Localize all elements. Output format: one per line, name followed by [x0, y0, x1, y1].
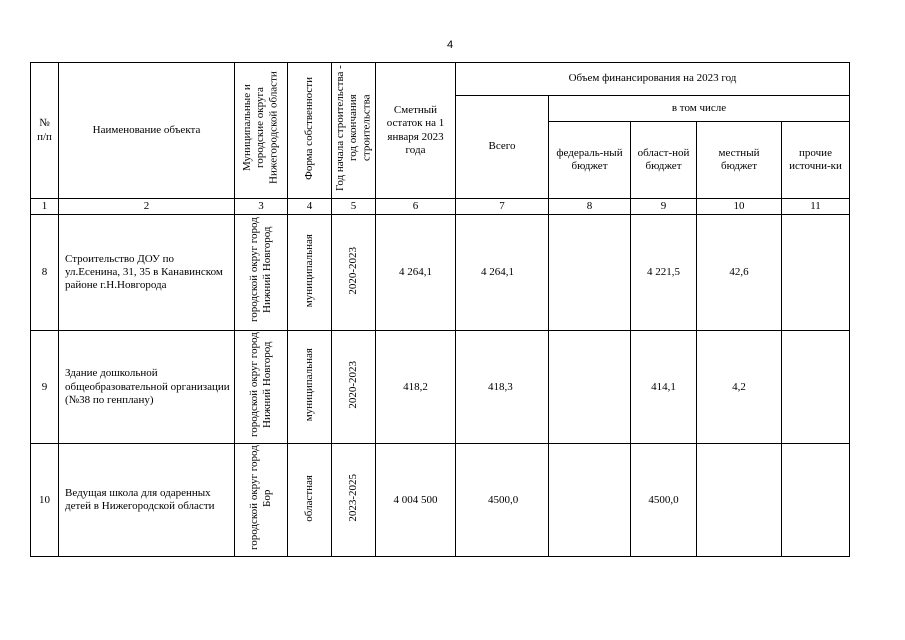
row-regional: 4 221,5 [631, 215, 697, 331]
row-ownership: муниципальная [288, 331, 332, 444]
row-local: 4,2 [697, 331, 782, 444]
row-balance: 4 004 500 [376, 444, 456, 557]
row-municipality: городской округ город Нижний Новгород [235, 215, 288, 331]
header-other: прочие источни-ки [782, 122, 850, 199]
row-years: 2020-2023 [332, 331, 376, 444]
header-federal: федераль-ный бюджет [549, 122, 631, 199]
column-number: 9 [631, 199, 697, 215]
row-total: 4500,0 [456, 444, 549, 557]
row-balance: 418,2 [376, 331, 456, 444]
row-regional: 4500,0 [631, 444, 697, 557]
row-other [782, 331, 850, 444]
header-regional: област-ной бюджет [631, 122, 697, 199]
financing-table [30, 62, 850, 557]
row-name: Здание дошкольной общеобразовательной организации (№38 по генплану) [59, 331, 235, 444]
column-number: 10 [697, 199, 782, 215]
header-ownership: Форма собственности [288, 63, 332, 199]
header-years: Год начала строительства - год окончания строительства [332, 63, 376, 199]
table-row [31, 444, 850, 557]
row-local: 42,6 [697, 215, 782, 331]
table-row [31, 215, 850, 331]
column-number: 7 [456, 199, 549, 215]
header-total: Всего [456, 96, 549, 199]
header-funding: Объем финансирования на 2023 год [456, 63, 850, 96]
row-num: 9 [31, 331, 59, 444]
row-federal [549, 444, 631, 557]
row-other [782, 215, 850, 331]
header-local: местный бюджет [697, 122, 782, 199]
header-balance: Сметный остаток на 1 января 2023 года [376, 63, 456, 199]
column-number: 1 [31, 199, 59, 215]
column-number: 2 [59, 199, 235, 215]
row-other [782, 444, 850, 557]
row-years: 2023-2025 [332, 444, 376, 557]
row-federal [549, 331, 631, 444]
column-number: 4 [288, 199, 332, 215]
column-number: 6 [376, 199, 456, 215]
row-name: Ведущая школа для одаренных детей в Нижегородской области [59, 444, 235, 557]
row-municipality: городской округ город Нижний Новгород [235, 331, 288, 444]
table-row [31, 331, 850, 444]
row-federal [549, 215, 631, 331]
header-name: Наименование объекта [59, 63, 235, 199]
column-number: 8 [549, 199, 631, 215]
row-name: Строительство ДОУ по ул.Есенина, 31, 35 в Канавинском районе г.Н.Новгорода [59, 215, 235, 331]
column-number: 5 [332, 199, 376, 215]
column-number: 11 [782, 199, 850, 215]
row-ownership: муниципальная [288, 215, 332, 331]
row-municipality: городской округ город Бор [235, 444, 288, 557]
page-number: 4 [447, 39, 454, 51]
header-municipality: Муниципальные и городские округа Нижегородской области [235, 63, 288, 199]
row-ownership: областная [288, 444, 332, 557]
row-regional: 414,1 [631, 331, 697, 444]
row-num: 10 [31, 444, 59, 557]
row-total: 418,3 [456, 331, 549, 444]
row-balance: 4 264,1 [376, 215, 456, 331]
row-local [697, 444, 782, 557]
row-num: 8 [31, 215, 59, 331]
column-numbers-row [31, 199, 850, 215]
header-including: в том числе [549, 96, 850, 122]
row-total: 4 264,1 [456, 215, 549, 331]
header-num: № п/п [31, 63, 59, 199]
column-number: 3 [235, 199, 288, 215]
row-years: 2020-2023 [332, 215, 376, 331]
